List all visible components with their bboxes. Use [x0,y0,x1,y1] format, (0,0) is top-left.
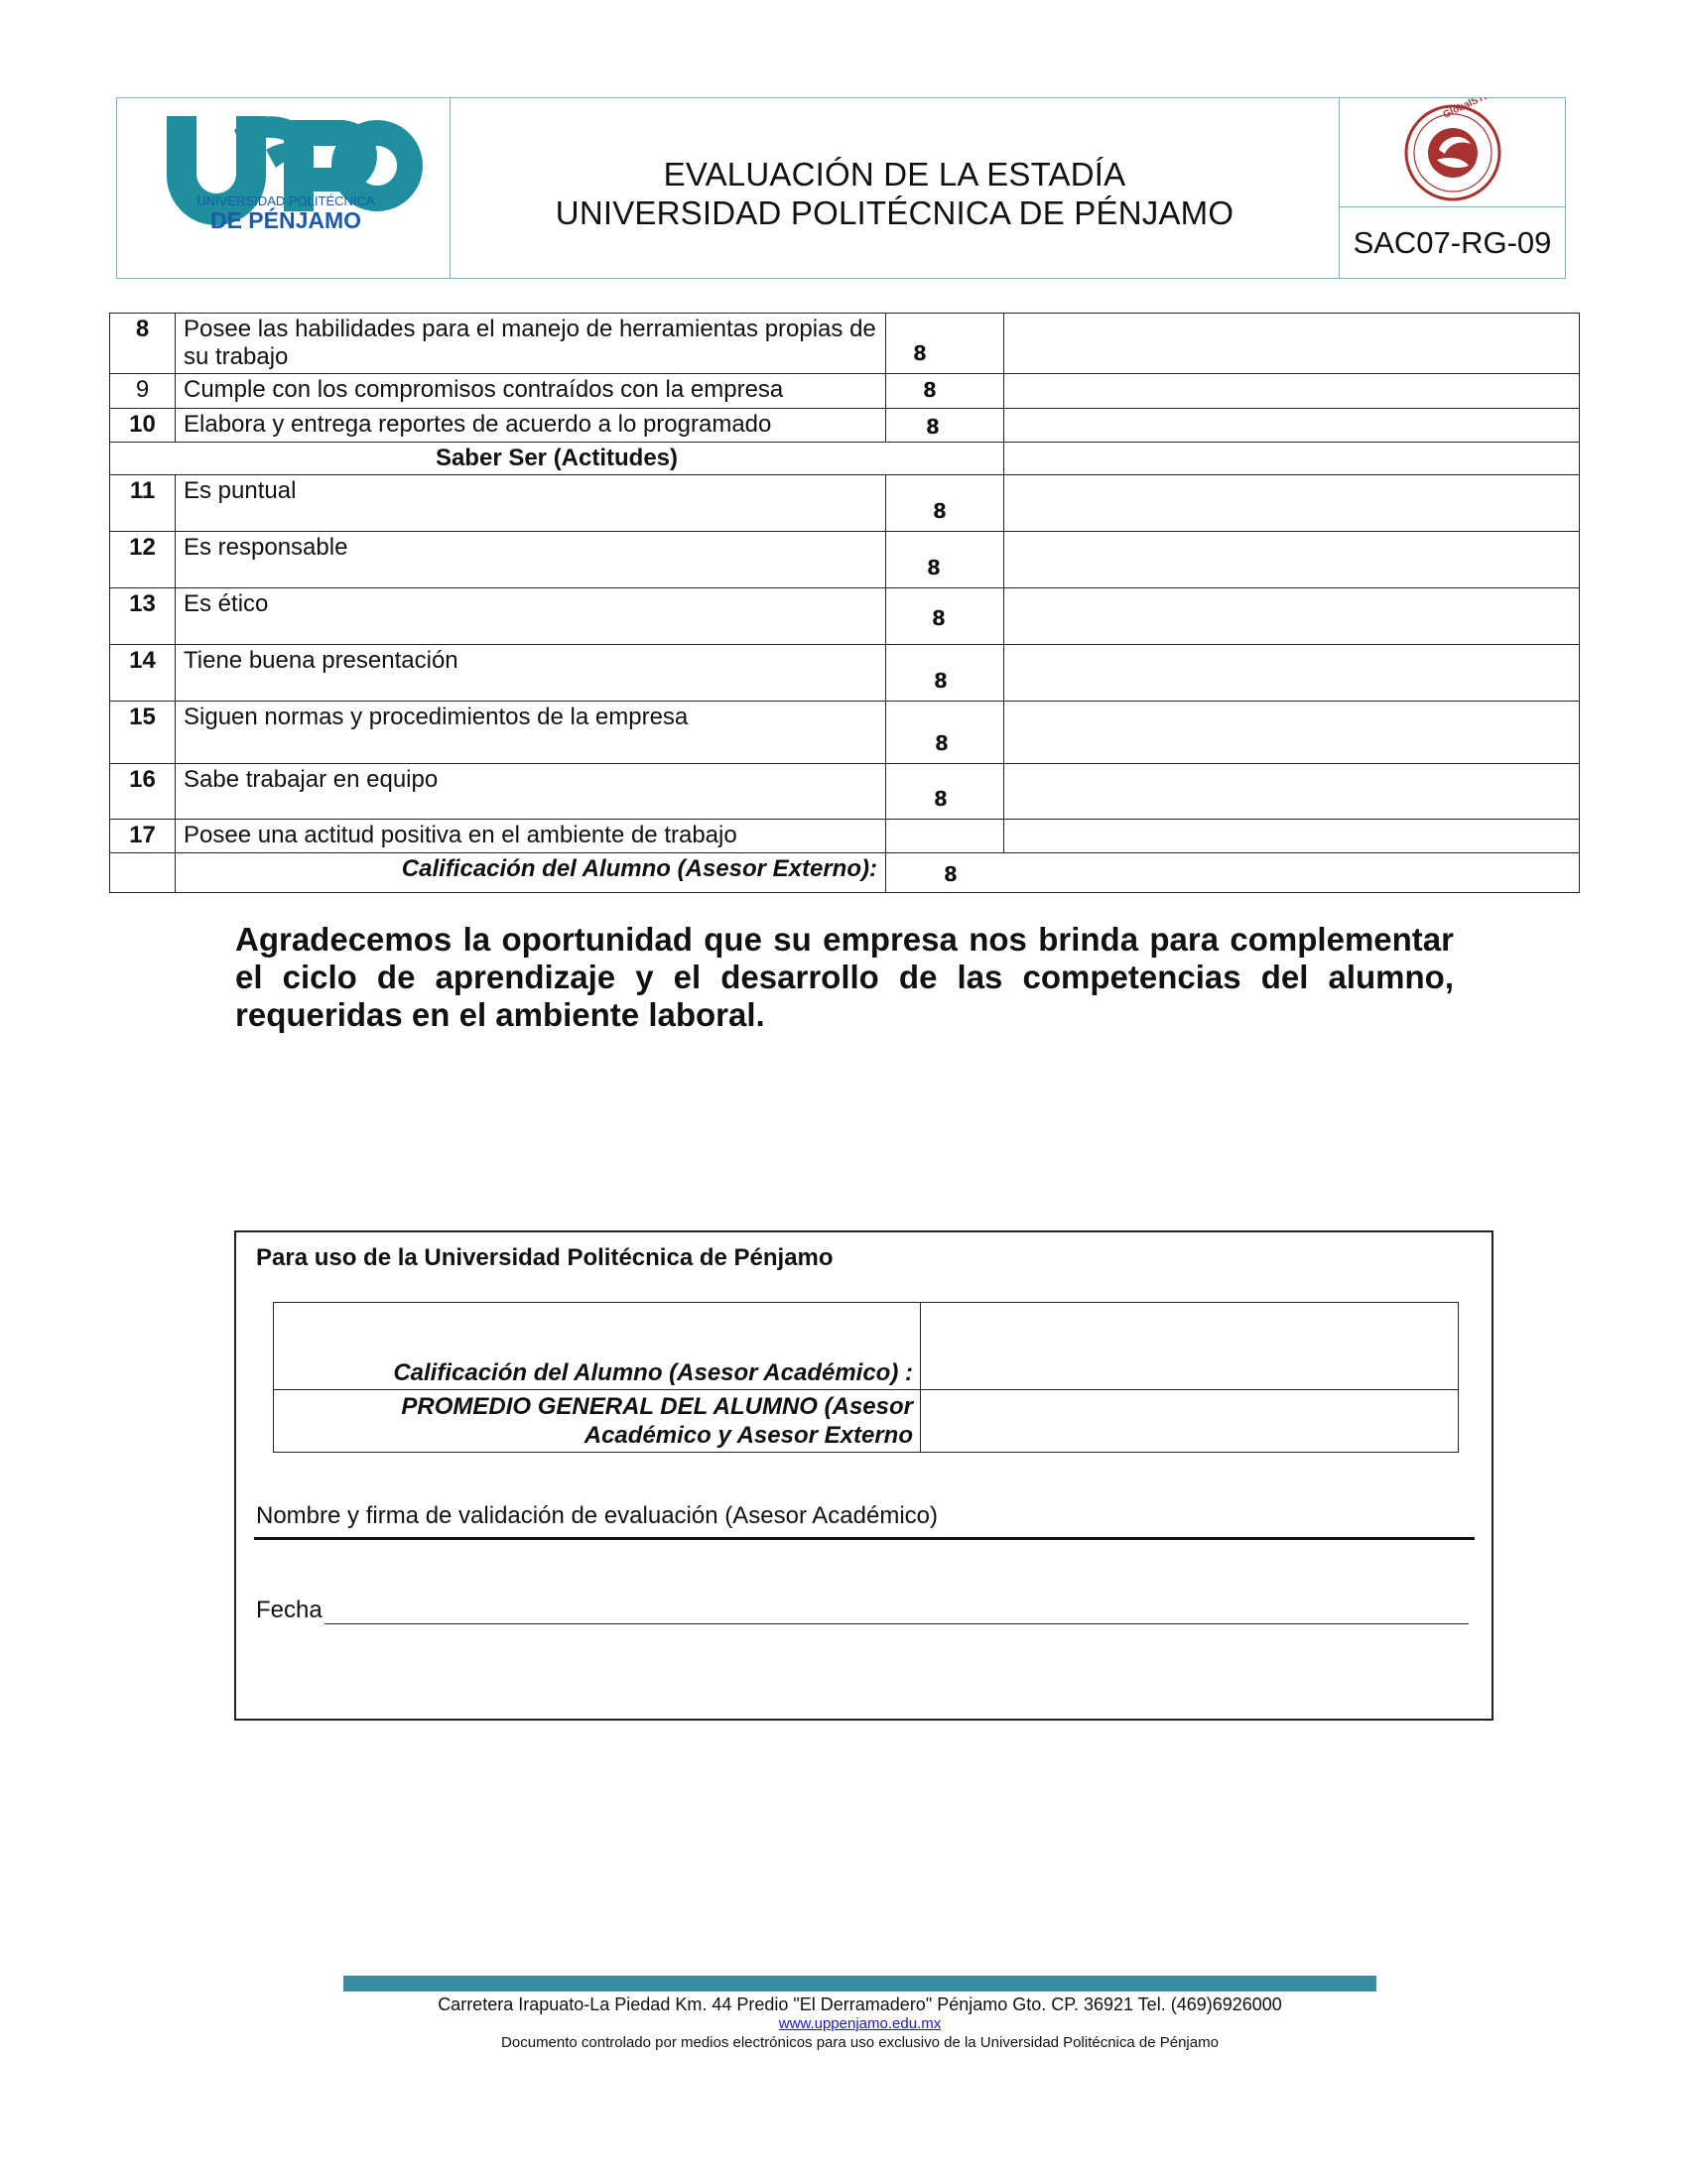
table-row [110,820,1580,853]
criterion-number: 16 [110,764,176,820]
table-row [110,702,1580,764]
criterion-number: 11 [110,475,176,532]
title-line-2: UNIVERSIDAD POLITÉCNICA DE PÉNJAMO [555,193,1234,231]
academic-grade-value[interactable] [921,1303,1459,1390]
signature-line[interactable] [254,1537,1475,1540]
criterion-label: Sabe trabajar en equipo [176,764,886,820]
criterion-score[interactable] [886,820,1004,853]
criterion-label: Es ético [176,588,886,645]
comments-cell[interactable] [1004,374,1580,409]
table-row [274,1303,1459,1390]
table-row [110,314,1580,374]
upp-logo-icon [117,98,451,280]
criterion-label: Cumple con los compromisos contraídos con la empresa [176,374,886,409]
header-right-panel [1339,98,1565,278]
footer-url-link[interactable]: www.uppenjamo.edu.mx [778,2015,942,2032]
table-row [110,645,1580,702]
section-header-row [110,443,1580,475]
criterion-label: Es puntual [176,475,886,532]
date-label: Fecha [256,1597,323,1623]
footer-note: Documento controlado por medios electrónicos para uso exclusivo de la Universidad Politécnica de Pénjamo [501,2034,1219,2051]
criterion-label: Es responsable [176,532,886,588]
criterion-number: 8 [110,314,176,374]
footer-address: Carretera Irapuato-La Piedad Km. 44 Predio "El Derramadero" Pénjamo Gto. CP. 36921 Tel. (469)6926000 [438,1994,1282,2014]
table-row [110,588,1580,645]
criterion-score: 8 [886,645,1004,702]
final-grade-label: Calificación del Alumno (Asesor Externo): [176,853,886,893]
criterion-number: 17 [110,820,176,853]
comments-cell[interactable] [1004,532,1580,588]
comments-cell[interactable] [1004,409,1580,443]
university-box-title: Para uso de la Universidad Politécnica de Pénjamo [256,1244,834,1271]
criterion-number: 15 [110,702,176,764]
svg-text:GlobalSTD: GlobalSTD [1441,98,1493,121]
document-title [451,98,1339,278]
comments-cell[interactable] [1004,475,1580,532]
comments-cell[interactable] [1004,764,1580,820]
general-average-value[interactable] [921,1390,1459,1453]
certification-seal [1340,98,1565,207]
criterion-label: Tiene buena presentación [176,645,886,702]
criterion-label: Posee una actitud positiva en el ambiente de trabajo [176,820,886,853]
title-line-1: EVALUACIÓN DE LA ESTADÍA [663,155,1126,193]
footer [343,1993,1376,2053]
criterion-label: Posee las habilidades para el manejo de herramientas propias de su trabajo [176,314,886,374]
date-input-line[interactable] [325,1600,1469,1624]
comments-cell[interactable] [1004,820,1580,853]
criterion-score: 8 [886,314,1004,374]
final-grade-score: 8 [886,853,1580,893]
criterion-score: 8 [886,702,1004,764]
university-logo [117,98,451,278]
criterion-number: 12 [110,532,176,588]
document-header [116,97,1566,279]
criterion-number: 9 [110,374,176,409]
academic-grade-label: Calificación del Alumno (Asesor Académico) : [274,1303,921,1390]
logo-line1: UNIVERSIDAD POLITÉCNICA [196,193,375,208]
evaluation-table [109,313,1580,893]
criterion-score: 8 [886,374,1004,409]
footer-bar [343,1976,1376,1991]
criterion-score: 8 [886,532,1004,588]
signature-label: Nombre y firma de validación de evaluación (Asesor Académico) [256,1502,938,1529]
comments-cell[interactable] [1004,314,1580,374]
logo-line2: DE PÉNJAMO [209,207,362,233]
criterion-score: 8 [886,764,1004,820]
section-title: Saber Ser (Actitudes) [110,443,1004,475]
criterion-score: 8 [886,475,1004,532]
comments-cell[interactable] [1004,702,1580,764]
table-row [110,409,1580,443]
comments-cell[interactable] [1004,645,1580,702]
university-use-box [234,1230,1493,1721]
criterion-label: Siguen normas y procedimientos de la empresa [176,702,886,764]
document-code: SAC07-RG-09 [1353,224,1552,260]
comments-cell[interactable] [1004,588,1580,645]
criterion-number: 14 [110,645,176,702]
criterion-score: 8 [886,409,1004,443]
criterion-score: 8 [886,588,1004,645]
final-grade-row [110,853,1580,893]
academic-grade-table [273,1302,1459,1453]
criterion-number: 13 [110,588,176,645]
general-average-label: PROMEDIO GENERAL DEL ALUMNO (Asesor Académico y Asesor Externo [274,1390,921,1453]
table-row [110,764,1580,820]
criterion-label: Elabora y entrega reportes de acuerdo a lo programado [176,409,886,443]
date-field [256,1597,1469,1624]
globalstd-seal-icon [1340,98,1566,206]
criterion-number: 10 [110,409,176,443]
thank-you-message: Agradecemos la oportunidad que su empresa nos brinda para complementar el ciclo de aprendizaje y el desarrollo de las competencias del alumno, requeridas en el ambiente laboral. [235,921,1454,1033]
table-row [110,374,1580,409]
table-row [110,532,1580,588]
table-row [110,475,1580,532]
table-row [274,1390,1459,1453]
